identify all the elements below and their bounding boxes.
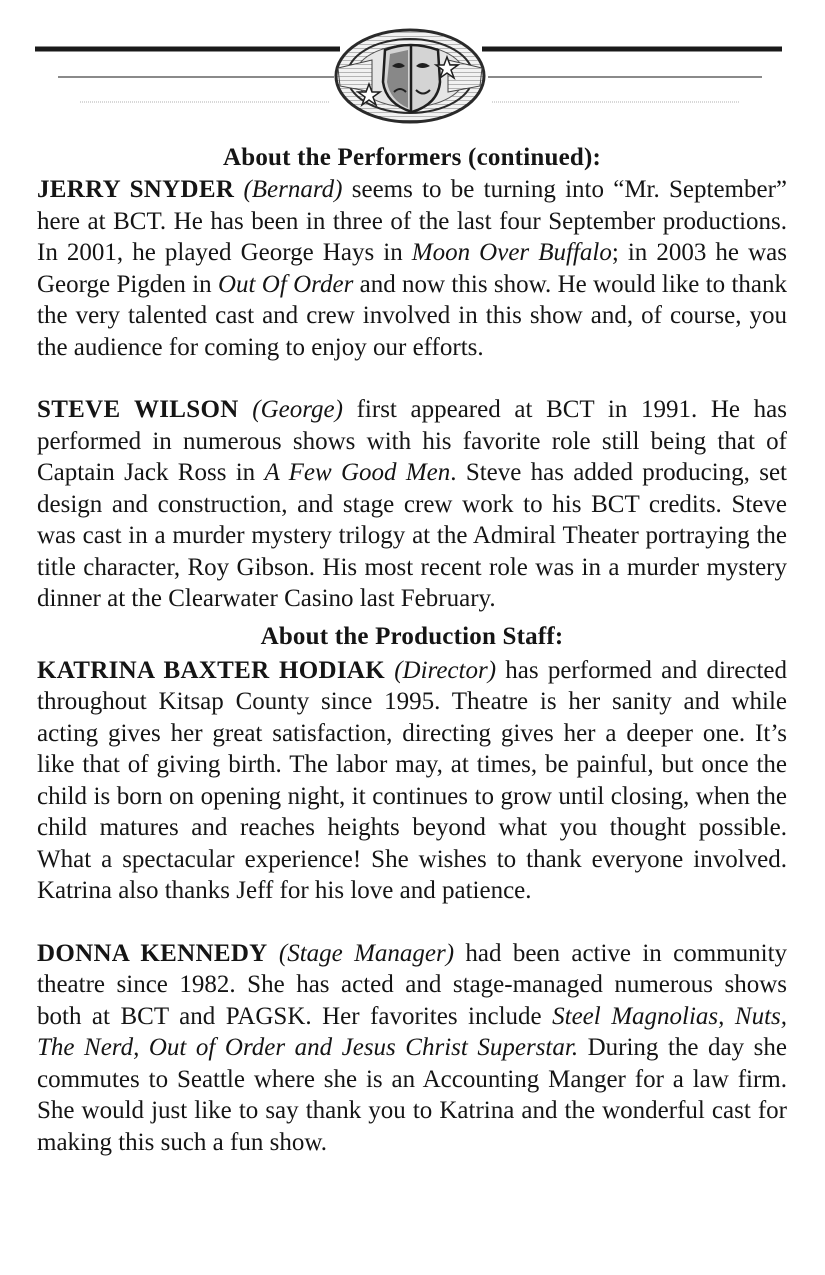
staff-name: KATRINA BAXTER HODIAK <box>37 656 385 684</box>
bio-text: had been active in community theatre since 1982. She has acted and stage-managed numerous shows both at BCT and PAGSK. Her favorites include <box>37 939 788 1030</box>
bio-text: During the day she commutes to Seattle where she is an Accounting Manger for a law firm. She would just like to say thank you to Katrina and the wonderful cast for making this such a fun show. <box>37 1034 787 1156</box>
show-title: Moon Over Buffalo <box>411 239 612 266</box>
bio-text: has performed and directed throughout Kitsap County since 1995. Theatre is her sanity and while acting gives her great satisfaction, directing gives her a deeper one. It’s like that of giving birth. The labor may, at times, be painful, but once the child is born on opening night, it continues to grow until closing, when the child matures and reaches heights beyond what you thought possible. What a spectacular experience! She wishes to thank everyone involved. Katrina also thanks Jeff for his love and patience. <box>37 656 788 904</box>
bio-jerry-snyder <box>37 174 787 363</box>
bio-katrina-baxter-hodiak <box>37 655 787 907</box>
role-name: (George) <box>252 396 343 423</box>
role-name: (Stage Manager) <box>278 939 455 967</box>
header-ornament <box>0 0 825 140</box>
show-title: Out Of Order <box>217 270 354 298</box>
bio-text: . Steve has added producing, set design and construction, and stage crew work to his BCT credits. Steve was cast in a murder mystery trilogy at the Admiral Theater portraying the title character, Roy Gibson. His most recent role was in a murder mystery dinner at the Clearwater Casino last February. <box>37 459 787 612</box>
role-name: (Director) <box>394 656 497 684</box>
paragraph-gap <box>37 363 787 394</box>
show-title: A Few Good Men <box>264 459 451 486</box>
bio-steve-wilson <box>37 394 787 615</box>
role-name: (Bernard) <box>243 176 343 203</box>
staff-heading: About the Production Staff: <box>260 622 564 650</box>
performer-name: JERRY SNYDER <box>37 176 235 203</box>
comedy-tragedy-mask-emblem-icon <box>336 30 484 122</box>
show-title: Steel Magnolias, Nuts, The Nerd, Out of Order and Jesus Christ Superstar. <box>37 1002 788 1061</box>
performers-heading: About the Performers (continued): <box>222 144 602 171</box>
paragraph-gap <box>37 907 787 938</box>
bio-text: and now this show. He would like to thank the very talented cast and crew involved in this show and, of course, you the audience for coming to enjoy our efforts. <box>37 270 788 361</box>
bio-text: seems to be turning into “Mr. September” here at BCT. He has been in three of the last four September productions. In 2001, he played George Hays in <box>37 176 787 266</box>
program-page <box>37 142 787 1158</box>
staff-name: DONNA KENNEDY <box>37 939 268 967</box>
bio-text: ; in 2003 he was George Pigden in <box>37 239 787 298</box>
bio-donna-kennedy <box>37 938 787 1159</box>
bio-text: first appeared at BCT in 1991. He has performed in numerous shows with his favorite role still being that of Captain Jack Ross in <box>37 396 787 486</box>
performer-name: STEVE WILSON <box>37 396 239 423</box>
